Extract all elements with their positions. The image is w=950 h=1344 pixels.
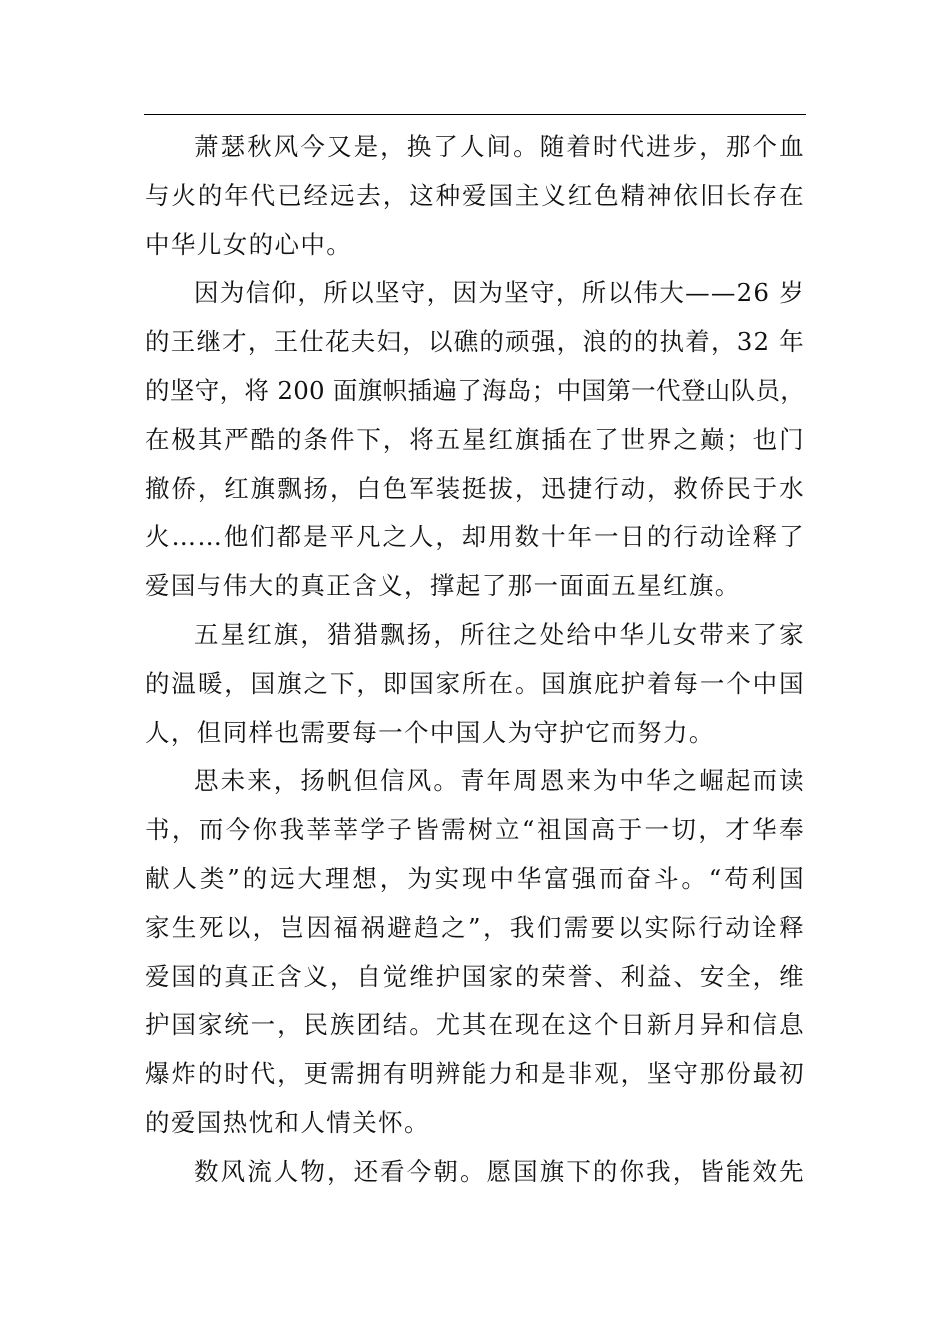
paragraph-line: 思未来，扬帆但信风。青年周恩来为中华之崛起而读: [194, 766, 805, 796]
paragraph-line: 献人类”的远大理想，为实现中华富强而奋斗。“苟利国: [145, 863, 805, 893]
paragraph-line: 与火的年代已经远去，这种爱国主义红色精神依旧长存在: [145, 180, 805, 210]
paragraph-line: 护国家统一，民族团结。尤其在现在这个日新月异和信息: [145, 1010, 805, 1040]
paragraph-line: 撤侨，红旗飘扬，白色军装挺拔，迅捷行动，救侨民于水: [145, 473, 805, 503]
paragraph-line: 爱国与伟大的真正含义，撑起了那一面面五星红旗。: [145, 571, 741, 601]
body-text: [145, 123, 805, 1197]
paragraph-line: 的温暖，国旗之下，即国家所在。国旗庇护着每一个中国: [145, 668, 805, 698]
paragraph-line: 中华儿女的心中。: [145, 229, 353, 259]
paragraph-line: 五星红旗，猎猎飘扬，所往之处给中华儿女带来了家: [194, 619, 805, 649]
paragraph-5: [145, 1148, 805, 1197]
header-rule: [144, 114, 806, 115]
paragraph-line: 爆炸的时代，更需拥有明辨能力和是非观，坚守那份最初: [145, 1059, 805, 1089]
paragraph-line: 的王继才，王仕花夫妇，以礁的顽强，浪的的执着，32 年: [145, 327, 805, 357]
paragraph-3: [145, 611, 805, 757]
paragraph-line: 爱国的真正含义，自觉维护国家的荣誉、利益、安全，维: [145, 961, 805, 991]
paragraph-line: 的坚守，将 200 面旗帜插遍了海岛；中国第一代登山队员，: [145, 375, 805, 405]
paragraph-line: 家生死以，岂因福祸避趋之”，我们需要以实际行动诠释: [145, 912, 805, 942]
paragraph-line: 的爱国热忱和人情关怀。: [145, 1107, 430, 1137]
paragraph-line: 萧瑟秋风今又是，换了人间。随着时代进步，那个血: [194, 132, 805, 161]
paragraph-line: 书，而今你我莘莘学子皆需树立“祖国高于一切，才华奉: [145, 815, 805, 845]
paragraph-line: 数风流人物，还看今朝。愿国旗下的你我，皆能效先: [194, 1156, 805, 1186]
paragraph-4: [145, 757, 805, 1147]
paragraph-1: [145, 123, 805, 269]
paragraph-line: 在极其严酷的条件下，将五星红旗插在了世界之巅；也门: [145, 424, 805, 454]
paragraph-line: 火……他们都是平凡之人，却用数十年一日的行动诠释了: [145, 522, 805, 552]
paragraph-2: [145, 269, 805, 611]
paragraph-line: 人，但同样也需要每一个中国人为守护它而努力。: [145, 717, 715, 747]
paragraph-line: 因为信仰，所以坚守，因为坚守，所以伟大——26 岁: [194, 278, 805, 308]
